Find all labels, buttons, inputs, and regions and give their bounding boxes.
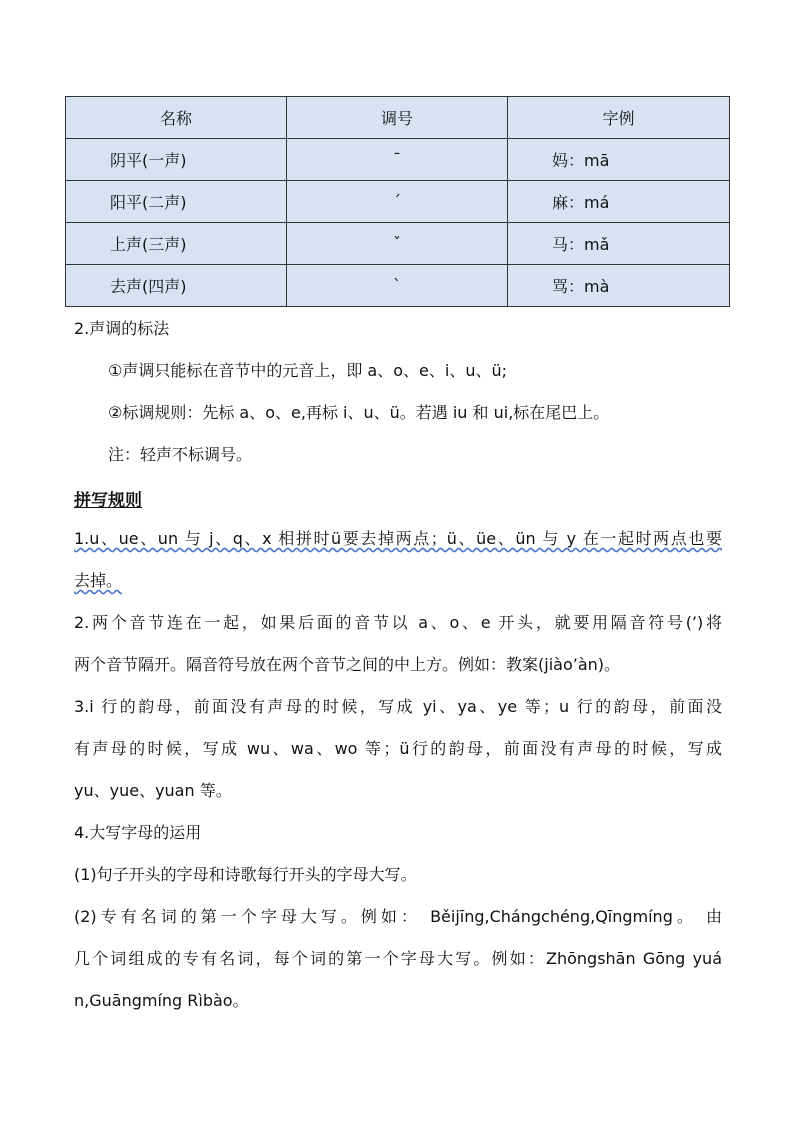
- tone-name-cell: 去声(四声): [66, 265, 287, 307]
- tone-name-cell: 上声(三声): [66, 223, 287, 265]
- tone-rule-2: ②标调规则：先标 a、o、e,再标 i、u、ü。若遇 iu 和 ui,标在尾巴上。: [108, 403, 610, 422]
- tone-mark-cell: ˇ: [287, 223, 508, 265]
- table-row: [66, 265, 730, 307]
- rule2-line2: 两个音节隔开。隔音符号放在两个音节之间的中上方。例如：教案(jiào’àn)。: [74, 655, 621, 674]
- table-header-cell: 调号: [287, 97, 508, 139]
- rule3-line3: yu、yue、yuan 等。: [74, 781, 232, 800]
- table-row: [66, 139, 730, 181]
- rule4-item1: (1)句子开头的字母和诗歌每行开头的字母大写。: [74, 865, 417, 884]
- rule4-item2-line2: 几个词组成的专有名词，每个词的第一个字母大写。例如：Zhōngshān Gōng yuá: [74, 949, 722, 968]
- tone-name-cell: 阴平(一声): [66, 139, 287, 181]
- rule3-line2: 有声母的时候，写成 wu、wa、wo 等；ü行的韵母，前面没有声母的时候，写成: [74, 739, 722, 758]
- tone-example-cell: 妈：mā: [508, 139, 730, 181]
- rule4-title: 4.大写字母的运用: [74, 823, 202, 842]
- tone-example-cell: 麻：má: [508, 181, 730, 223]
- rule4-item2-line1: (2)专有名词的第一个字母大写。例如： Běijīng,Chángchéng,Qīngmíng。 由: [74, 907, 722, 926]
- rule1-line1: [74, 528, 722, 550]
- tone-mark-cell: ˋ: [287, 265, 508, 307]
- tone-table: [65, 96, 730, 307]
- tone-example-cell: 马：mǎ: [508, 223, 730, 265]
- rule4-item2-line3: n,Guāngmíng Rìbào。: [74, 991, 249, 1010]
- rule1-line2: [74, 570, 122, 592]
- spelling-rules-heading: 拼写规则: [74, 491, 142, 511]
- rule3-line1: 3.i 行的韵母，前面没有声母的时候，写成 yi、ya、ye 等；u 行的韵母，前面没: [74, 697, 722, 716]
- tone-rule-1: ①声调只能标在音节中的元音上，即 a、o、e、i、u、ü;: [108, 361, 507, 380]
- section-title-tone-marking: 2.声调的标法: [74, 319, 170, 338]
- rule2-line1: 2.两个音节连在一起，如果后面的音节以 a、o、e 开头，就要用隔音符号(’)将: [74, 613, 722, 632]
- table-header-row: [66, 97, 730, 139]
- tone-note: 注：轻声不标调号。: [108, 445, 253, 464]
- table-header-cell: 名称: [66, 97, 287, 139]
- table-row: [66, 181, 730, 223]
- rule1-text-cont: 去掉。: [74, 571, 123, 590]
- table-header-cell: 字例: [508, 97, 730, 139]
- tone-name-cell: 阳平(二声): [66, 181, 287, 223]
- rule1-text: 1.u、ue、un 与 j、q、x 相拼时ü要去掉两点；ü、üe、ün 与 y 在一起时两点也要: [74, 529, 722, 548]
- tone-example-cell: 骂：mà: [508, 265, 730, 307]
- tone-mark-cell: ˊ: [287, 181, 508, 223]
- table-row: [66, 223, 730, 265]
- tone-mark-cell: ˉ: [287, 139, 508, 181]
